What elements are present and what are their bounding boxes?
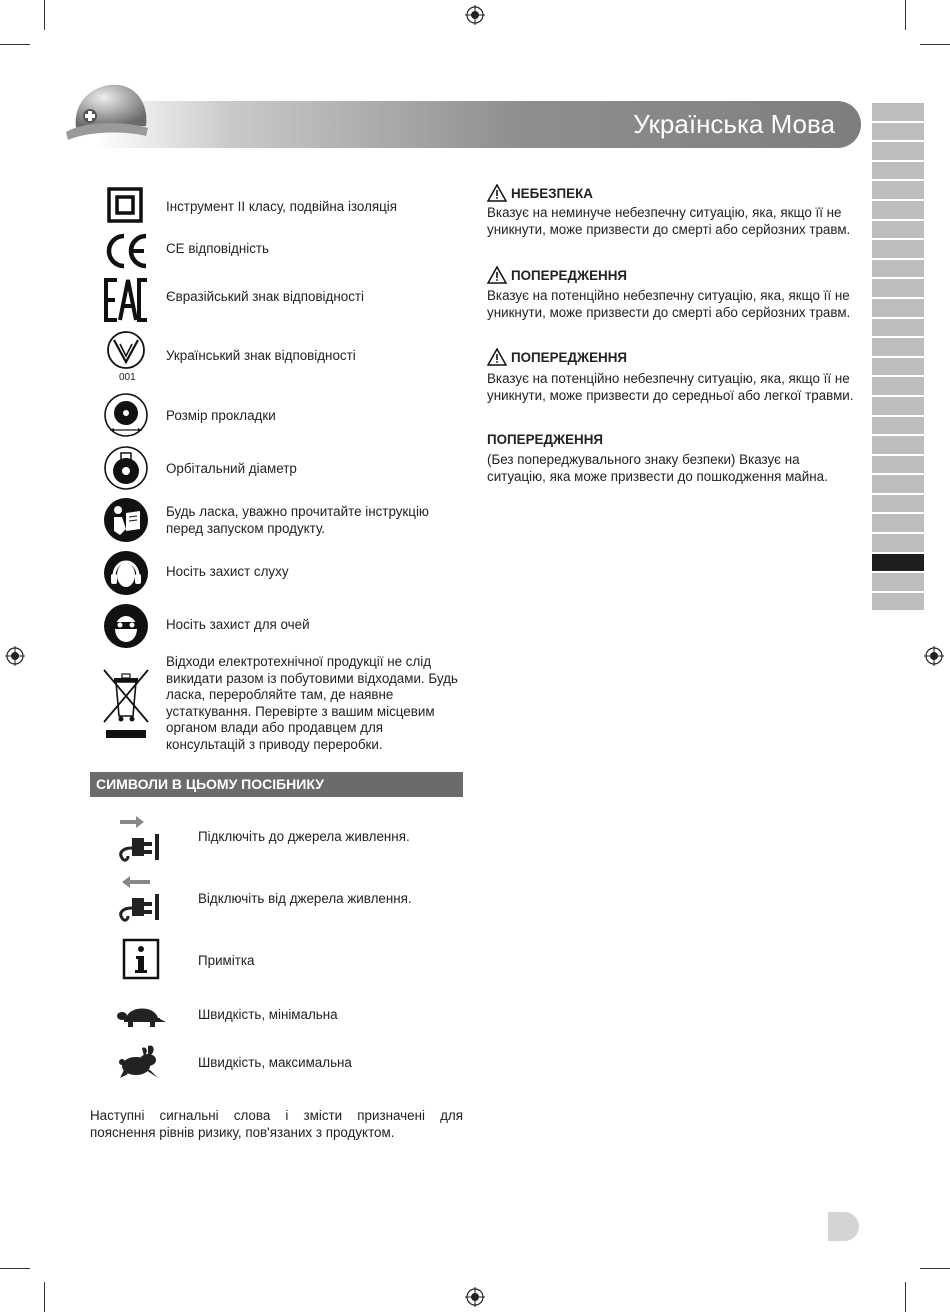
chapter-tab[interactable]: [872, 397, 924, 415]
chapter-tab[interactable]: [872, 142, 924, 160]
chapter-tab[interactable]: [872, 436, 924, 454]
symbol-row: [100, 180, 470, 232]
crop-mark: [0, 44, 30, 45]
ce-mark-icon: [100, 226, 152, 278]
signal-word-heading: [487, 348, 627, 366]
symbol-label: Носіть захист слуху: [166, 564, 289, 579]
crop-mark: [905, 0, 906, 30]
chapter-tab[interactable]: [872, 475, 924, 493]
turtle-slow-icon: [116, 1000, 168, 1030]
weee-bin-icon: [100, 666, 152, 742]
chapter-tab[interactable]: [872, 221, 924, 239]
signal-words-intro: Наступні сигнальні слова і змісти призначені для пояснення рівнів ризику, пов'язаних з продуктом.: [90, 1108, 463, 1140]
symbol-label: Євразійський знак відповідності: [166, 289, 364, 304]
signal-word-title: ПОПЕРЕДЖЕННЯ: [511, 349, 627, 365]
registration-mark-icon: [465, 1287, 485, 1307]
safety-helmet-icon: [62, 76, 152, 150]
chapter-tab[interactable]: [872, 417, 924, 435]
manual-symbol-label: Швидкість, мінімальна: [198, 1007, 338, 1022]
signal-word-title: ПОПЕРЕДЖЕННЯ: [487, 432, 603, 447]
chapter-tab[interactable]: [872, 240, 924, 258]
manual-symbol-label: Відключіть від джерела живлення.: [198, 891, 412, 906]
symbol-label: Орбітальний діаметр: [166, 461, 297, 476]
chapter-tab[interactable]: [872, 319, 924, 337]
symbol-label: Український знак відповідності: [166, 348, 356, 363]
manual-symbol-row: [100, 872, 470, 926]
unplug-icon: [114, 872, 168, 924]
page-number-marker: [828, 1212, 859, 1241]
chapter-tab[interactable]: [872, 377, 924, 395]
crop-mark: [0, 1268, 30, 1269]
symbol-row: [100, 328, 470, 386]
signal-word-body: Вказує на потенційно небезпечну ситуацію, яка, якщо її не уникнути, може призвести до смерті або серйозних травм.: [487, 288, 851, 320]
manual-symbol-row: [100, 812, 470, 866]
page-title: Українська Мова: [633, 109, 835, 139]
symbol-label: Розмір прокладки: [166, 408, 276, 423]
section-heading: СИМВОЛИ В ЦЬОМУ ПОСІБНИКУ: [90, 772, 463, 797]
manual-symbol-label: Примітка: [198, 953, 255, 968]
signal-word-title: НЕБЕЗПЕКА: [511, 185, 593, 201]
signal-word-title: ПОПЕРЕДЖЕННЯ: [511, 267, 627, 283]
signal-word-body: Вказує на потенційно небезпечну ситуацію, яка, якщо її не уникнути, може призвести до середньої або легкої травми.: [487, 371, 854, 403]
symbol-label: Будь ласка, уважно прочитайте інструкцію перед запуском продукту.: [166, 504, 429, 536]
symbol-row: [100, 654, 470, 754]
symbol-label: Носіть захист для очей: [166, 617, 310, 632]
symbol-label: Інструмент II класу, подвійна ізоляція: [166, 199, 398, 214]
registration-mark-icon: [465, 5, 485, 25]
signal-word-heading: [487, 184, 593, 202]
registration-mark-icon: [924, 646, 944, 666]
chapter-tab[interactable]: [872, 299, 924, 317]
chapter-tab[interactable]: [872, 495, 924, 513]
plug-in-icon: [114, 812, 168, 864]
chapter-tab[interactable]: [872, 201, 924, 219]
chapter-tab[interactable]: [872, 593, 924, 611]
eye-protection-icon: [100, 601, 152, 653]
symbol-row: [100, 601, 470, 651]
symbol-row: [100, 495, 470, 545]
crop-mark: [44, 1282, 45, 1312]
warning-triangle-icon: [487, 348, 507, 366]
chapter-tab[interactable]: [872, 279, 924, 297]
chapter-tab[interactable]: [872, 103, 924, 121]
signal-word-body: Вказує на неминуче небезпечну ситуацію, яка, якщо її не уникнути, може призвести до смерті або серйозних травм.: [487, 205, 851, 237]
hearing-protection-icon: [100, 548, 152, 600]
manual-symbol-label: Підключіть до джерела живлення.: [198, 829, 410, 844]
symbol-row: [100, 548, 470, 598]
symbol-row: [100, 274, 470, 320]
chapter-tabs: [872, 103, 924, 612]
chapter-tab-active[interactable]: [872, 554, 924, 572]
registration-mark-icon: [5, 646, 25, 666]
signal-word-heading: [487, 432, 603, 447]
crop-mark: [920, 1268, 950, 1269]
manual-symbol-label: Швидкість, максимальна: [198, 1055, 352, 1070]
chapter-tab[interactable]: [872, 358, 924, 376]
chapter-tab[interactable]: [872, 123, 924, 141]
eac-mark-icon: [100, 274, 152, 326]
signal-word-heading: [487, 266, 627, 284]
crop-mark: [905, 1282, 906, 1312]
class-ii-square-icon: [100, 180, 152, 232]
symbol-label: Відходи електротехнічної продукції не слід викидати разом із побутовими відходами. Будь ласка, переробляйте там, де наявне устаткування. Перевірте з вашим місцевим органом влади або продавцем для консультацій з приводу переробки.: [166, 654, 458, 752]
signal-word-body: (Без попереджувального знаку безпеки) Вказує на ситуацію, яка може призвести до пошкодження майна.: [487, 452, 828, 484]
chapter-tab[interactable]: [872, 514, 924, 532]
chapter-tab[interactable]: [872, 573, 924, 591]
crop-mark: [920, 44, 950, 45]
warning-triangle-icon: [487, 184, 507, 202]
orbital-diameter-icon: [100, 443, 152, 495]
pad-size-icon: [100, 390, 152, 442]
symbol-row: [100, 226, 470, 274]
chapter-tab[interactable]: [872, 534, 924, 552]
manual-symbol-row: [100, 998, 470, 1032]
chapter-tab[interactable]: [872, 162, 924, 180]
conformity-code: 001: [119, 372, 136, 383]
manual-symbol-row: [100, 938, 470, 984]
note-info-icon: [122, 938, 160, 982]
chapter-tab[interactable]: [872, 181, 924, 199]
warning-triangle-icon: [487, 266, 507, 284]
symbol-row: [100, 443, 470, 493]
read-manual-icon: [100, 495, 152, 547]
chapter-tab[interactable]: [872, 338, 924, 356]
symbol-row: [100, 390, 470, 440]
crop-mark: [44, 0, 45, 30]
header-banner: [95, 101, 861, 148]
rabbit-fast-icon: [118, 1042, 166, 1082]
chapter-tab[interactable]: [872, 260, 924, 278]
symbol-label: CE відповідність: [166, 241, 269, 256]
chapter-tab[interactable]: [872, 456, 924, 474]
manual-symbol-row: [100, 1042, 470, 1084]
